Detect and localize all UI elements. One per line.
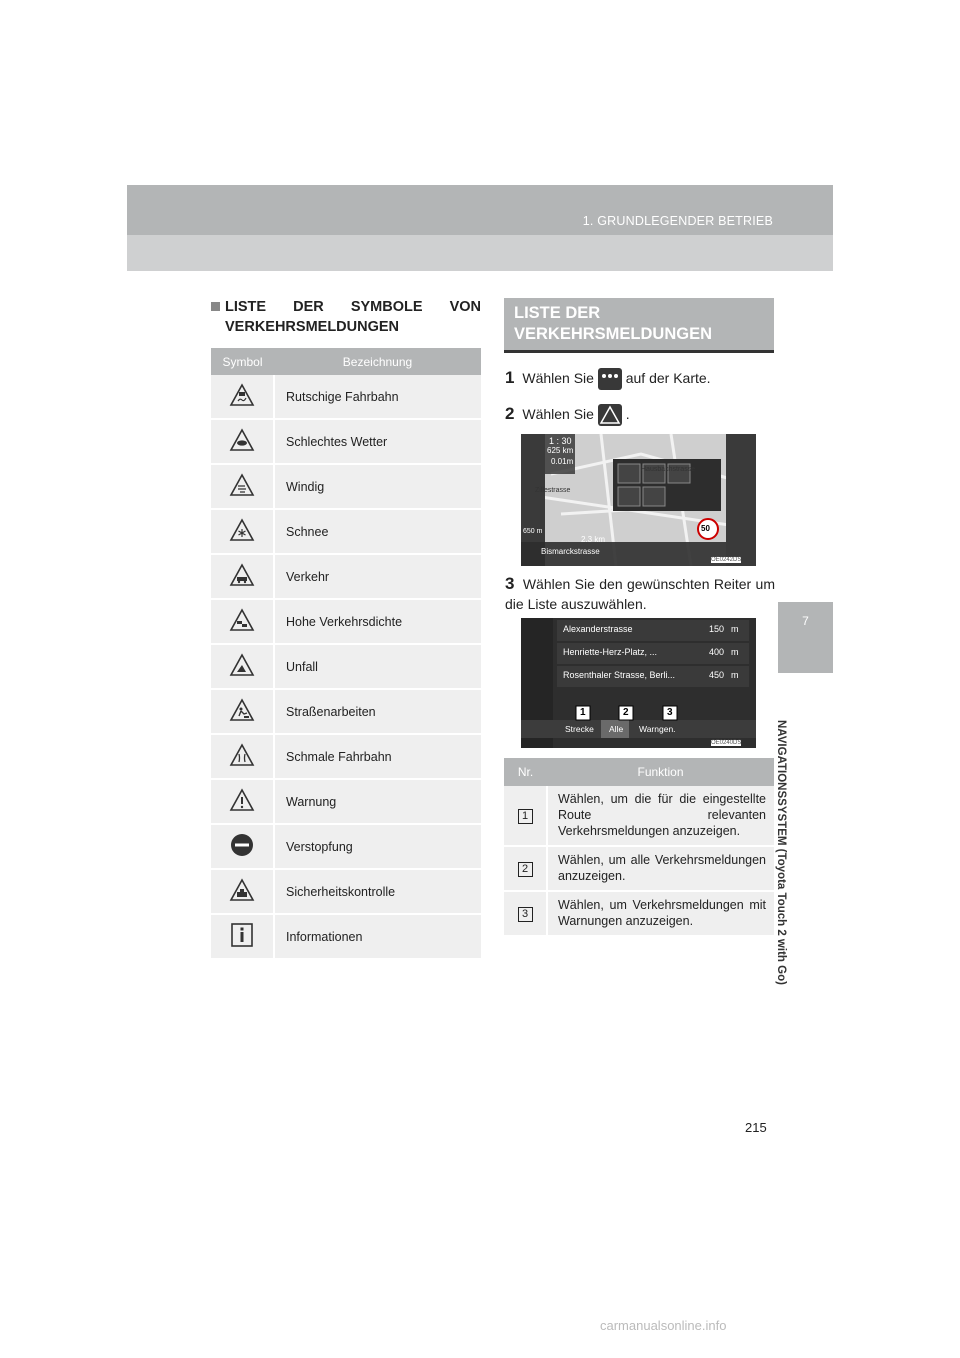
list-item-unit: m (731, 647, 739, 657)
roadworks-icon (229, 698, 255, 722)
page-number: 215 (745, 1120, 767, 1135)
list-item-name[interactable]: Rosenthaler Strasse, Berli... (563, 670, 676, 680)
heading-word: DER (293, 299, 324, 315)
warning-icon (229, 788, 255, 812)
column-header-name: Bezeichnung (274, 348, 481, 375)
symbol-label: Schmale Fahrbahn (274, 734, 481, 779)
column-header-function: Funktion (547, 758, 774, 786)
list-item-distance: 400 (709, 647, 725, 657)
chapter-side-text: NAVIGATIONSSYSTEM (Toyota Touch 2 with Go) (775, 720, 787, 985)
traffic-icon (229, 563, 255, 587)
column-header-number: Nr. (504, 758, 547, 786)
symbol-label: Unfall (274, 644, 481, 689)
function-text: Wählen, um Verkehrsmeldungen mit Warnungen anzuzeigen. (547, 891, 774, 936)
function-text: Wählen, um die für die eingestellte Route relevanten Verkehrsmeldungen anzuzeigen. (547, 786, 774, 846)
snow-icon (229, 518, 255, 542)
more-options-icon (598, 368, 622, 390)
chapter-header (127, 185, 833, 271)
table-row (211, 734, 481, 779)
list-item-distance: 450 (709, 670, 725, 680)
symbol-label: Warnung (274, 779, 481, 824)
heading-line2: VERKEHRSMELDUNGEN (225, 319, 400, 335)
section-title-line2: VERKEHRSMELDUNGEN (514, 325, 713, 343)
map-next-distance: 2.3 km (581, 535, 606, 544)
heading-word: LISTE (225, 299, 267, 315)
chapter-title: 1. GRUNDLEGENDER BETRIEB (582, 214, 773, 228)
step-number: 2 (505, 404, 515, 423)
section-heading-symbols (211, 297, 481, 337)
callout-number: 1 (518, 809, 533, 824)
step-2 (505, 404, 630, 426)
table-row (211, 599, 481, 644)
section-title-line1: LISTE DER (514, 304, 601, 322)
step-text: Wählen Sie (522, 406, 594, 422)
table-row (504, 786, 774, 846)
congestion-icon (229, 833, 255, 857)
narrow-road-icon (229, 743, 255, 767)
step-number: 1 (505, 368, 515, 387)
step-number: 3 (505, 574, 515, 593)
traffic-warning-icon (598, 404, 622, 426)
list-item-distance: 150 (709, 624, 725, 634)
table-row (211, 779, 481, 824)
figure-code: OE0240DS (711, 740, 742, 746)
list-item-unit: m (731, 670, 739, 680)
step-text: . (625, 406, 630, 422)
information-icon (229, 923, 255, 947)
symbol-label: Verstopfung (274, 824, 481, 869)
windy-icon (229, 473, 255, 497)
map-street-label: Zillestrasse (535, 487, 571, 494)
symbol-label: Rutschige Fahrbahn (274, 375, 481, 419)
map-distance-small: 0.01m (551, 457, 574, 466)
map-road-name: Bismarckstrasse (541, 547, 600, 556)
table-row (211, 419, 481, 464)
step-3 (505, 574, 775, 614)
symbol-label: Schnee (274, 509, 481, 554)
callout-number: 1 (580, 707, 586, 718)
list-item-name[interactable]: Alexanderstrasse (563, 624, 633, 634)
step-1 (505, 368, 711, 390)
figure-code: OE0242DS (711, 557, 742, 563)
symbol-label: Hohe Verkehrsdichte (274, 599, 481, 644)
tab-route[interactable]: Strecke (565, 724, 594, 734)
table-row (211, 824, 481, 869)
function-text: Wählen, um alle Verkehrsmeldungen anzuzeigen. (547, 846, 774, 891)
symbol-label: Straßenarbeiten (274, 689, 481, 734)
symbol-label: Informationen (274, 914, 481, 959)
tab-all[interactable]: Alle (609, 724, 624, 734)
table-row (211, 914, 481, 959)
table-row (211, 644, 481, 689)
bad-weather-icon (229, 428, 255, 452)
symbols-table (211, 348, 481, 960)
heading-word: SYMBOLE (350, 299, 423, 315)
heading-word: VON (449, 299, 481, 315)
section-title-traffic-list (504, 298, 774, 353)
table-row (211, 554, 481, 599)
heading-bullet-icon (211, 302, 220, 311)
list-item-name[interactable]: Henriette-Herz-Platz, ... (563, 647, 658, 657)
step-text: auf der Karte. (625, 370, 711, 386)
callout-number: 3 (667, 707, 673, 718)
security-check-icon (229, 878, 255, 902)
speed-limit-sign: 50 (701, 524, 710, 533)
table-row (211, 464, 481, 509)
accident-icon (229, 653, 255, 677)
table-row (211, 509, 481, 554)
table-row (211, 689, 481, 734)
high-traffic-density-icon (229, 608, 255, 632)
symbol-label: Windig (274, 464, 481, 509)
map-turn-distance: 650 m (523, 528, 543, 535)
map-street-label: Hausbachstrasse (641, 466, 696, 473)
traffic-list-screenshot (521, 618, 756, 748)
list-item-unit: m (731, 624, 739, 634)
table-row (504, 891, 774, 936)
symbol-label: Schlechtes Wetter (274, 419, 481, 464)
slippery-road-icon (229, 383, 255, 407)
column-header-symbol: Symbol (211, 348, 274, 375)
step-text: Wählen Sie den gewünschten Reiter um die Liste auszuwählen. (505, 576, 776, 612)
callout-number: 2 (518, 862, 533, 877)
table-row (211, 869, 481, 914)
table-row (211, 375, 481, 419)
map-screenshot (521, 434, 756, 566)
step-text: Wählen Sie (522, 370, 594, 386)
function-table (504, 758, 774, 937)
symbol-label: Sicherheitskontrolle (274, 869, 481, 914)
watermark: carmanualsonline.info (600, 1318, 727, 1333)
table-row (504, 846, 774, 891)
map-scale: 1 : 30 (549, 436, 572, 446)
tab-warnings[interactable]: Warngen. (639, 724, 676, 734)
symbol-label: Verkehr (274, 554, 481, 599)
callout-number: 3 (518, 907, 533, 922)
chapter-tab-number: 7 (802, 614, 809, 628)
map-distance: 625 km (547, 446, 574, 455)
callout-number: 2 (623, 707, 629, 718)
chapter-tab (778, 602, 833, 673)
